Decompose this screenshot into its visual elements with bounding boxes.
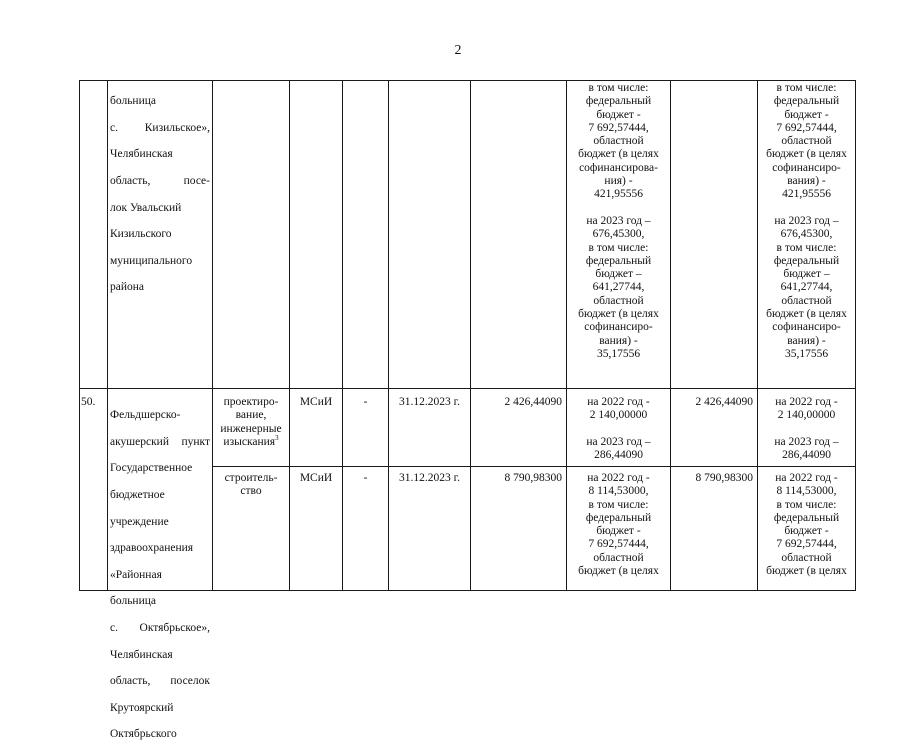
- sub2-deadline: 31.12.2023 г.: [399, 472, 460, 484]
- sub1-financing-text: на 2022 год - 2 140,00000 на 2023 год – 286,44090: [586, 396, 651, 462]
- sub1-agency: МСиИ: [299, 396, 333, 408]
- name-line: района: [110, 281, 145, 294]
- name-line: муниципального: [110, 254, 193, 267]
- name-line: Фельдшерско-: [110, 409, 181, 422]
- name-line: Государственное: [110, 462, 193, 475]
- name-line: здравоохранения: [110, 542, 194, 555]
- name-line: Кизильского: [110, 228, 172, 241]
- sub2-financing-text: на 2022 год - 8 114,53000, в том числе: федеральный бюджет - 7 692,57444, областной бюджет (в целях: [578, 472, 659, 578]
- sub2-total-cost: 8 790,98300: [504, 472, 562, 484]
- name-line: бюджетное: [110, 489, 165, 502]
- col-border-5: [388, 80, 389, 591]
- sub2-dash: -: [363, 472, 368, 484]
- name-line: «Районная: [110, 568, 162, 581]
- subrow-divider: [212, 466, 856, 467]
- sub2-agency: МСиИ: [299, 472, 333, 484]
- col-border-0: [79, 80, 80, 591]
- name-line: с. Октябрьское»,: [110, 622, 210, 635]
- name-line: больница: [110, 595, 156, 608]
- name-line: с. Кизильское»,: [110, 121, 210, 134]
- col-border-2: [212, 80, 213, 591]
- row-50-number: 50.: [81, 396, 96, 408]
- work-type-text: проектиро- вание, инженерные изыскания: [220, 396, 282, 448]
- footnote-marker: 3: [275, 434, 279, 443]
- sub2-work-type: строитель- ство: [224, 472, 278, 498]
- name-line: Крутоярский: [110, 701, 174, 714]
- table-top-border: [79, 80, 856, 81]
- col-border-8: [670, 80, 671, 591]
- col-border-4: [342, 80, 343, 591]
- prev-row-name: [110, 82, 210, 308]
- name-line: область, поселок: [110, 675, 210, 688]
- name-line: Челябинская: [110, 648, 173, 661]
- row-50-name: [110, 396, 210, 755]
- name-line: акушерский пункт: [110, 435, 210, 448]
- sub1-limit: 2 426,44090: [695, 396, 753, 408]
- name-line: лок Увальский: [110, 201, 182, 214]
- sub1-deadline: 31.12.2023 г.: [399, 396, 460, 408]
- sub2-limit: 8 790,98300: [695, 472, 753, 484]
- sub1-financing-text-2: на 2022 год - 2 140,00000 на 2023 год – 286,44090: [774, 396, 839, 462]
- sub1-work-type: [213, 396, 289, 449]
- name-line: область, посе-: [110, 175, 210, 188]
- row-divider: [79, 388, 856, 389]
- page-number: 2: [454, 43, 462, 58]
- col-border-3: [289, 80, 290, 591]
- sub1-dash: -: [363, 396, 368, 408]
- col-border-6: [470, 80, 471, 591]
- sub1-total-cost: 2 426,44090: [504, 396, 562, 408]
- col-border-1: [107, 80, 108, 591]
- prev-row-financing-text-2: в том числе: федеральный бюджет - 7 692,57444, областной бюджет (в целях софинансиро- вания) - 421,95556 на 2023 год – 676,45300, в том числе: федеральный бюджет – 641,27744, областной бюджет (в целях софинансиро- вания) - 35,17556: [766, 82, 847, 360]
- name-line: учреждение: [110, 515, 169, 528]
- name-line: больница: [110, 95, 156, 108]
- sub2-financing-text-2: на 2022 год - 8 114,53000, в том числе: федеральный бюджет - 7 692,57444, областной бюджет (в целях: [766, 472, 847, 578]
- col-border-10: [855, 80, 856, 591]
- name-line: Челябинская: [110, 148, 173, 161]
- name-line: Октябрьского: [110, 728, 177, 741]
- prev-row-financing-text: в том числе: федеральный бюджет - 7 692,57444, областной бюджет (в целях софинансирова- ния) - 421,95556 на 2023 год – 676,45300, в том числе: федеральный бюджет – 641,27744, областной бюджет (в целях софинансиро- вания) - 35,17556: [578, 82, 659, 360]
